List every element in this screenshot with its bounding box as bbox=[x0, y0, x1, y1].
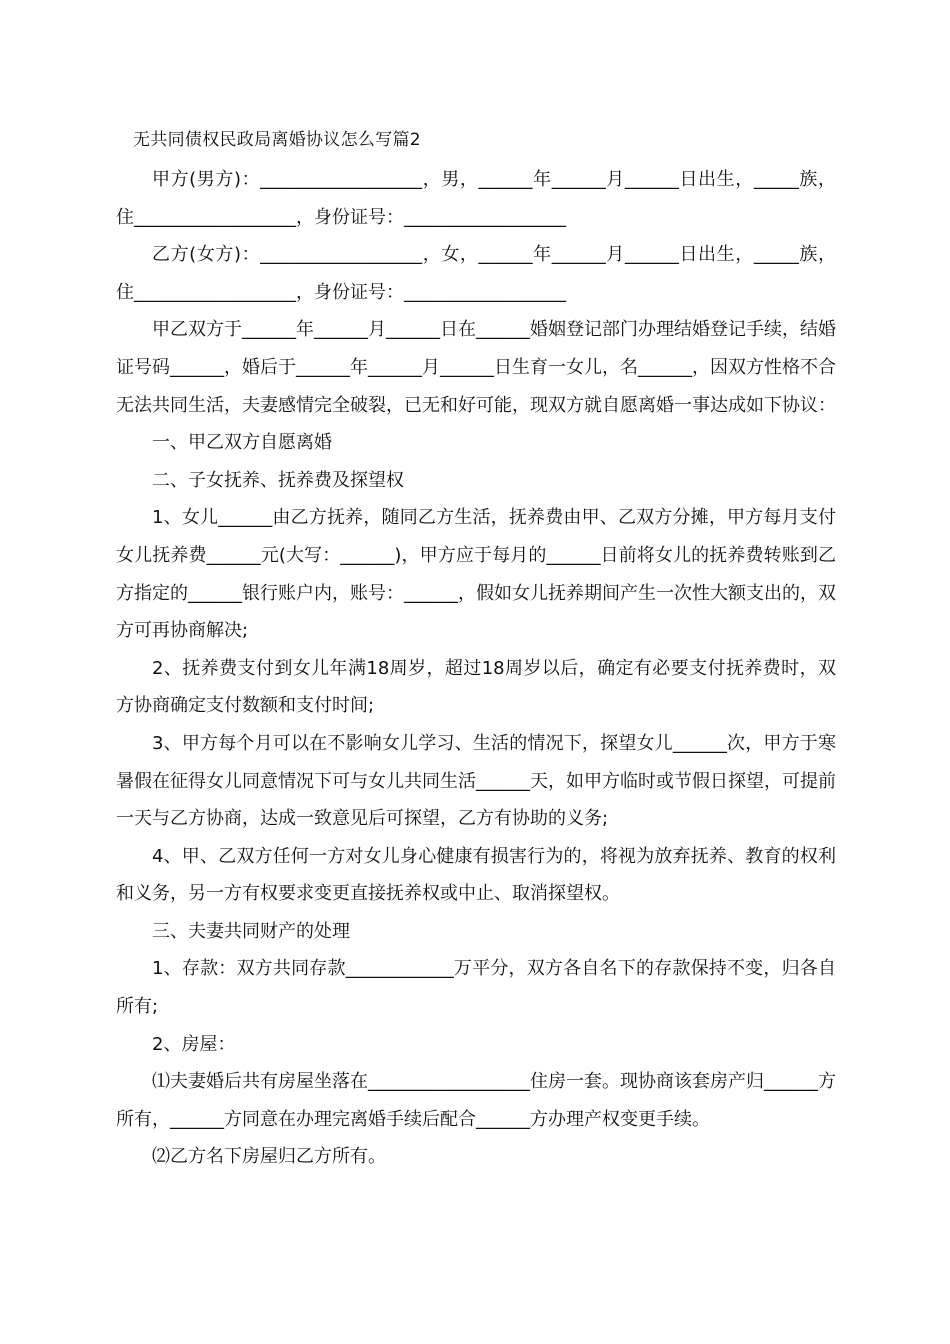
clause-paragraph: 2、房屋： bbox=[152, 1033, 236, 1055]
section-heading: 三、夫妻共同财产的处理 bbox=[152, 920, 350, 942]
clause-paragraph: 1、存款：双方共同存款____________万平分，双方各自名下的存款保持不变，归各自所有; bbox=[116, 958, 836, 1018]
clause-paragraph: 1、女儿______由乙方抚养，随同乙方生活，抚养费由甲、乙双方分摊，甲方每月支付女儿抚养费______元(大写：______)，甲方应于每月的______日前将女儿的抚养费转账到乙方指定的______银行账户内，账号：______，假如女儿抚养期间产生一次性大额支出的，双方可再协商解决; bbox=[116, 507, 836, 642]
clause-paragraph: 4、甲、乙双方任何一方对女儿身心健康有损害行为的，将视为放弃抚养、教育的权利和义务，另一方有权要求变更直接抚养权或中止、取消探望权。 bbox=[116, 845, 836, 905]
document-body bbox=[116, 161, 836, 1176]
clause-paragraph: ⑴夫妻婚后共有房屋坐落在__________________住房一套。现协商该套房产归______方所有，______方同意在办理完离婚手续后配合______方办理产权变更手续。 bbox=[116, 1071, 836, 1130]
clause-paragraph: 3、甲方每个月可以在不影响女儿学习、生活的情况下，探望女儿______次，甲方于寒暑假在征得女儿同意情况下可与女儿共同生活______天，如甲方临时或节假日探望，可提前一天与乙方协商，达成一致意见后可探望，乙方有协助的义务; bbox=[116, 732, 836, 830]
section-heading: 二、子女抚养、抚养费及探望权 bbox=[152, 469, 404, 491]
intro-paragraph: 甲乙双方于______年______月______日在______婚姻登记部门办理结婚登记手续，结婚证号码______，婚后于______年______月______日生育一女儿，名______，因双方性格不合无法共同生活，夫妻感情完全破裂，已无和好可能，现双方就自愿离婚一事达成如下协议： bbox=[116, 319, 836, 416]
clause-paragraph: ⑵乙方名下房屋归乙方所有。 bbox=[152, 1146, 386, 1168]
clause-paragraph: 2、抚养费支付到女儿年满18周岁，超过18周岁以后，确定有必要支付抚养费时，双方协商确定支付数额和支付时间; bbox=[116, 657, 836, 717]
document-title: 无共同债权民政局离婚协议怎么写篇2 bbox=[133, 130, 421, 150]
party-a-paragraph: 甲方(男方)：__________________，男，______年______月______日出生，_____族，住__________________，身份证号：__________________ bbox=[116, 169, 836, 228]
section-heading: 一、甲乙双方自愿离婚 bbox=[152, 432, 332, 454]
party-b-paragraph: 乙方(女方)：__________________，女，______年______月______日出生，_____族，住__________________，身份证号：__________________ bbox=[116, 244, 836, 303]
